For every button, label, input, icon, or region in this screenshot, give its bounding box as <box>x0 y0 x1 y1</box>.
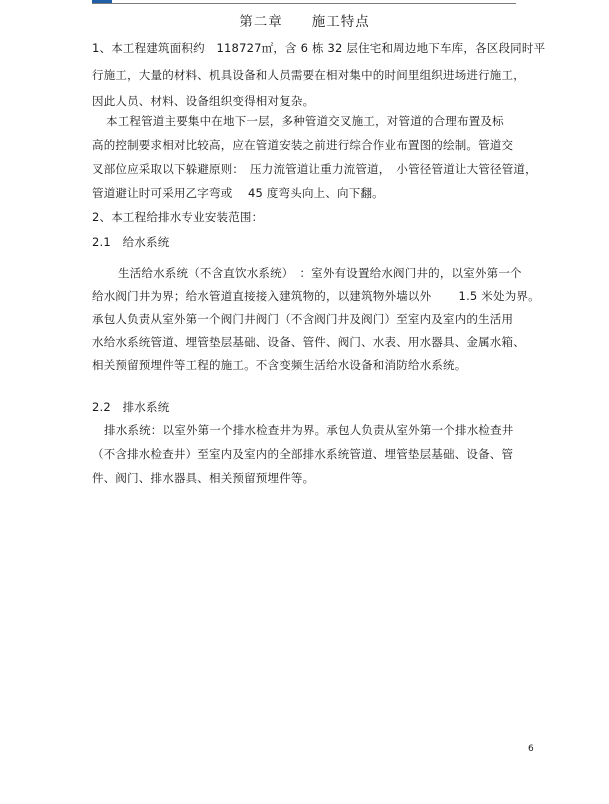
subsection-heading: 2.2 排水系统 <box>92 400 170 414</box>
paragraph-line: 给水阀门井为界；给水管道直接接入建筑物的，以建筑物外墙以外 1.5 米处为界。 <box>92 289 540 303</box>
paragraph-line: 承包人负责从室外第一个阀门井阀门（不含阀门井及阀门）至室内及室内的生活用 <box>92 312 514 326</box>
paragraph-line: 行施工，大量的材料、机具设备和人员需要在相对集中的时间里组织进场进行施工， <box>92 68 525 82</box>
page-number: 6 <box>528 744 534 754</box>
header-rule <box>92 3 516 4</box>
paragraph-line: 叉部位应采取以下躲避原则： 压力流管道让重力流管道， 小管径管道让大管径管道， <box>92 162 537 176</box>
paragraph-line: 生活给水系统（不含直饮水系统） ：室外有设置给水阀门井的，以室外第一个 <box>118 266 522 280</box>
paragraph-line: （不含排水检查井）至室内及室内的全部排水系统管道、埋管垫层基础、设备、管 <box>92 447 514 461</box>
paragraph-line: 高的控制要求相对比较高，应在管道安装之前进行综合作业布置图的绘制。管道交 <box>92 138 514 152</box>
paragraph-line: 件、阀门、排水器具、相关预留预埋件等。 <box>92 471 315 485</box>
chapter-title: 第二章 施工特点 <box>239 14 370 30</box>
subsection-heading: 2.1 给水系统 <box>92 235 170 249</box>
header-accent-mark <box>92 0 112 3</box>
paragraph-line: 水给水系统管道、埋管垫层基础、设备、管件、阀门、水表、用水器具、金属水箱、 <box>92 335 525 349</box>
paragraph-line: 本工程管道主要集中在地下一层，多种管道交叉施工，对管道的合理布置及标 <box>106 114 504 128</box>
paragraph-line: 相关预留预埋件等工程的施工。不含变频生活给水设备和消防给水系统。 <box>92 358 467 372</box>
section-heading: 2、本工程给排水专业安装范围： <box>92 210 264 224</box>
paragraph-line: 因此人员、材料、设备组织变得相对复杂。 <box>92 94 315 108</box>
paragraph-line: 排水系统：以室外第一个排水检查井为界。承包人负责从室外第一个排水检查井 <box>104 423 514 437</box>
paragraph-line: 1、本工程建筑面积约 118727㎡，含 6 栋 32 层住宅和周边地下车库，各区段同时平 <box>92 41 546 55</box>
paragraph-line: 管道避让时可采用乙字弯或 45 度弯头向上、向下翻。 <box>92 186 384 200</box>
